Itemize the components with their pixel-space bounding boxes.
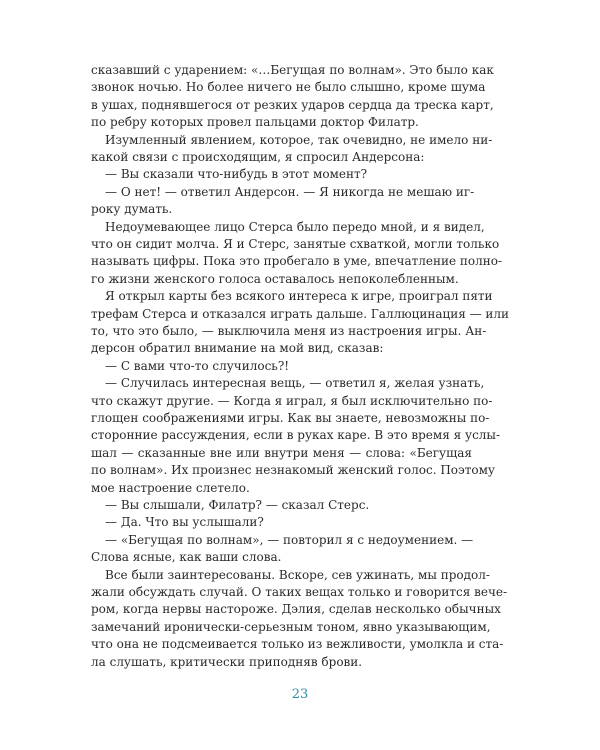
text-line: Недоумевающее лицо Стерса было передо мной, и я видел, (105, 219, 485, 234)
text-line: звонок ночью. Но более ничего не было слышно, кроме шума (91, 80, 486, 95)
text-line: Все были заинтересованы. Вскоре, сев ужинать, мы продол- (105, 567, 490, 582)
text-line: Изумленный явлением, которое, так очевидно, не имело ни- (105, 132, 493, 147)
text-line: мое настроение слетело. (91, 480, 250, 495)
text-line: жали обсуждать случай. О таких вещах только и говорится вече- (91, 585, 508, 599)
text-line: — Да. Что вы услышали? (105, 515, 264, 530)
text-line: глощен соображениями игры. Как вы знаете, невозможны по- (91, 411, 490, 425)
text-line: то, что это было, — выключила меня из настроения игры. Ан- (91, 324, 487, 338)
page-number: 23 (291, 687, 309, 702)
text-line: замечаний иронически-серьезным тоном, явно указывающим, (91, 619, 491, 634)
text-line: — С вами что-то случилось?! (105, 358, 290, 373)
text-line: го жизни женского голоса оставалось непоколебленным. (91, 271, 459, 286)
text-line: — «Бегущая по волнам», — повторил я с недоумением. — (105, 532, 474, 547)
text-line: Слова ясные, как ваши слова. (91, 550, 282, 565)
text-line: дерсон обратил внимание на мой вид, сказав: (91, 341, 384, 356)
text-line: что скажут другие. — Когда я играл, я был исключительно по- (91, 393, 493, 408)
text-line: — Случилась интересная вещь, — ответил я, желая узнать, (105, 376, 485, 391)
text-line: сказавший с ударением: «…Бегущая по волнам». Это было как (91, 63, 494, 77)
text-line: по ребру которых провел пальцами доктор Филатр. (91, 115, 419, 130)
text-line: по волнам». Их произнес незнакомый женский голос. Поэтому (91, 463, 495, 478)
text-line: сторонние рассуждения, если в руках каре. В это время я услы- (91, 428, 501, 443)
text-line: шал — сказанные вне или внутри меня — слова: «Бегущая (91, 445, 472, 460)
text-line: в ушах, поднявшегося от резких ударов сердца да треска карт, (91, 97, 494, 112)
text-line: Я открыл карты без всякого интереса к игре, проиграл пяти (105, 289, 493, 304)
text-line: року думать. (91, 202, 173, 217)
text-line: называть цифры. Пока это пробегало в уме, впечатление полно- (91, 254, 503, 269)
text-line: трефам Стерса и отказался играть дальше. Галлюцинация — или (91, 306, 510, 321)
text-line: какой связи с происходящим, я спросил Андерсона: (91, 150, 425, 164)
text-line: ром, когда нервы настороже. Дэлия, сделав несколько обычных (91, 602, 501, 617)
text-line: — Вы слышали, Филатр? — сказал Стерс. (105, 498, 370, 512)
text-line: ла слушать, критически приподняв брови. (91, 654, 363, 669)
text-line: что он сидит молча. Я и Стерс, занятые схваткой, могли только (91, 237, 500, 251)
text-line: — Вы сказали что-нибудь в этот момент? (105, 167, 368, 182)
text-line: что она не подсмеивается только из вежливости, умолкла и ста- (91, 637, 504, 652)
text-line: — О нет! — ответил Андерсон. — Я никогда не мешаю иг- (105, 184, 475, 199)
